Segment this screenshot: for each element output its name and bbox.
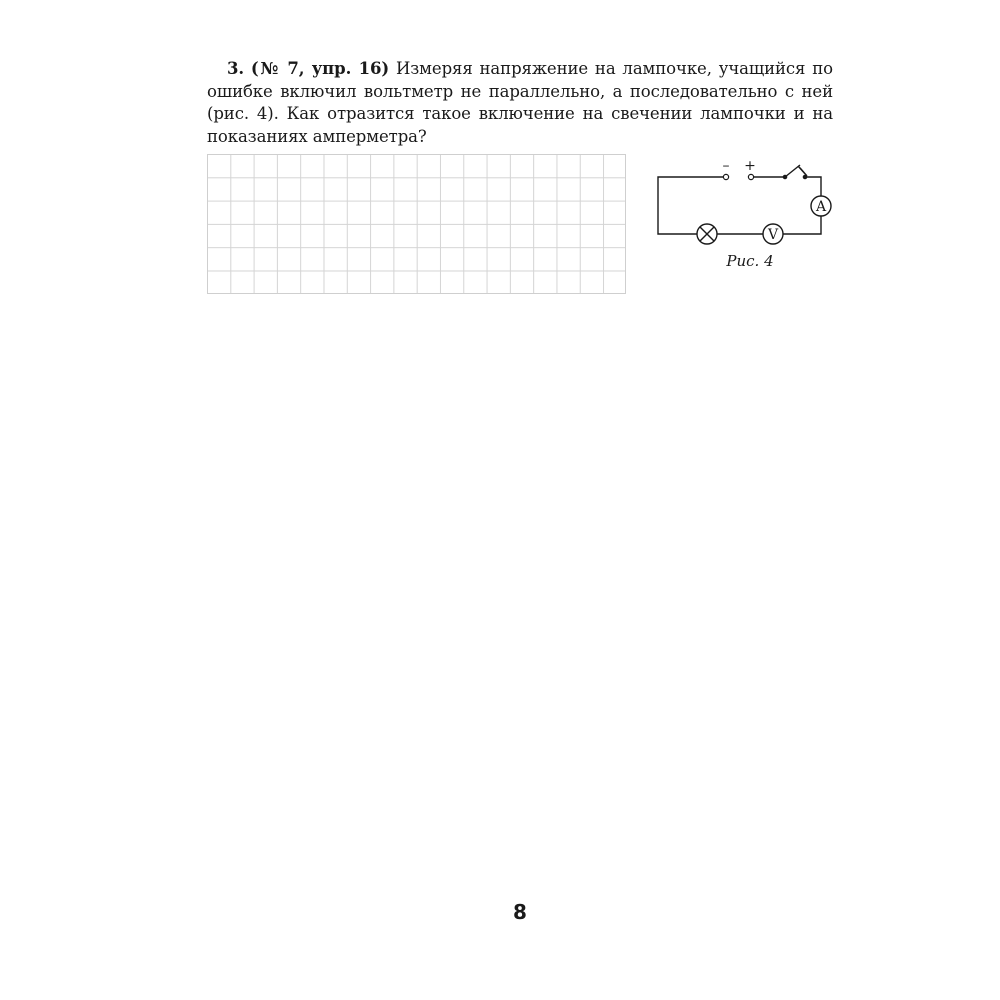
page-number: 8	[513, 900, 527, 924]
minus-sign: –	[722, 158, 730, 174]
ammeter-letter: A	[815, 199, 827, 215]
voltmeter-icon	[763, 224, 783, 244]
terminal-icon	[748, 174, 753, 179]
wire-right-top	[806, 177, 821, 196]
switch-icon	[783, 165, 807, 179]
circuit-diagram	[650, 155, 835, 250]
problem-reference: (№ 7, упр. 16)	[250, 59, 390, 78]
problem-statement	[207, 58, 833, 148]
figure-caption: Рис. 4	[726, 252, 774, 270]
problem-text: Измеряя напряжение на лампочке, учащийся по ошибке включил вольтметр не параллельно, а последовательно с ней (рис. 4). Как отразится такое включение на свечении лампочки и на показаниях амперметра?	[207, 59, 833, 146]
wire-bottom-right	[783, 216, 821, 234]
answer-grid[interactable]	[207, 154, 626, 294]
voltmeter-letter: V	[767, 227, 779, 243]
terminal-icon	[723, 174, 728, 179]
plus-sign: +	[744, 158, 756, 174]
problem-number: 3.	[227, 59, 245, 78]
lamp-icon	[697, 224, 717, 244]
ammeter-icon	[811, 196, 831, 216]
